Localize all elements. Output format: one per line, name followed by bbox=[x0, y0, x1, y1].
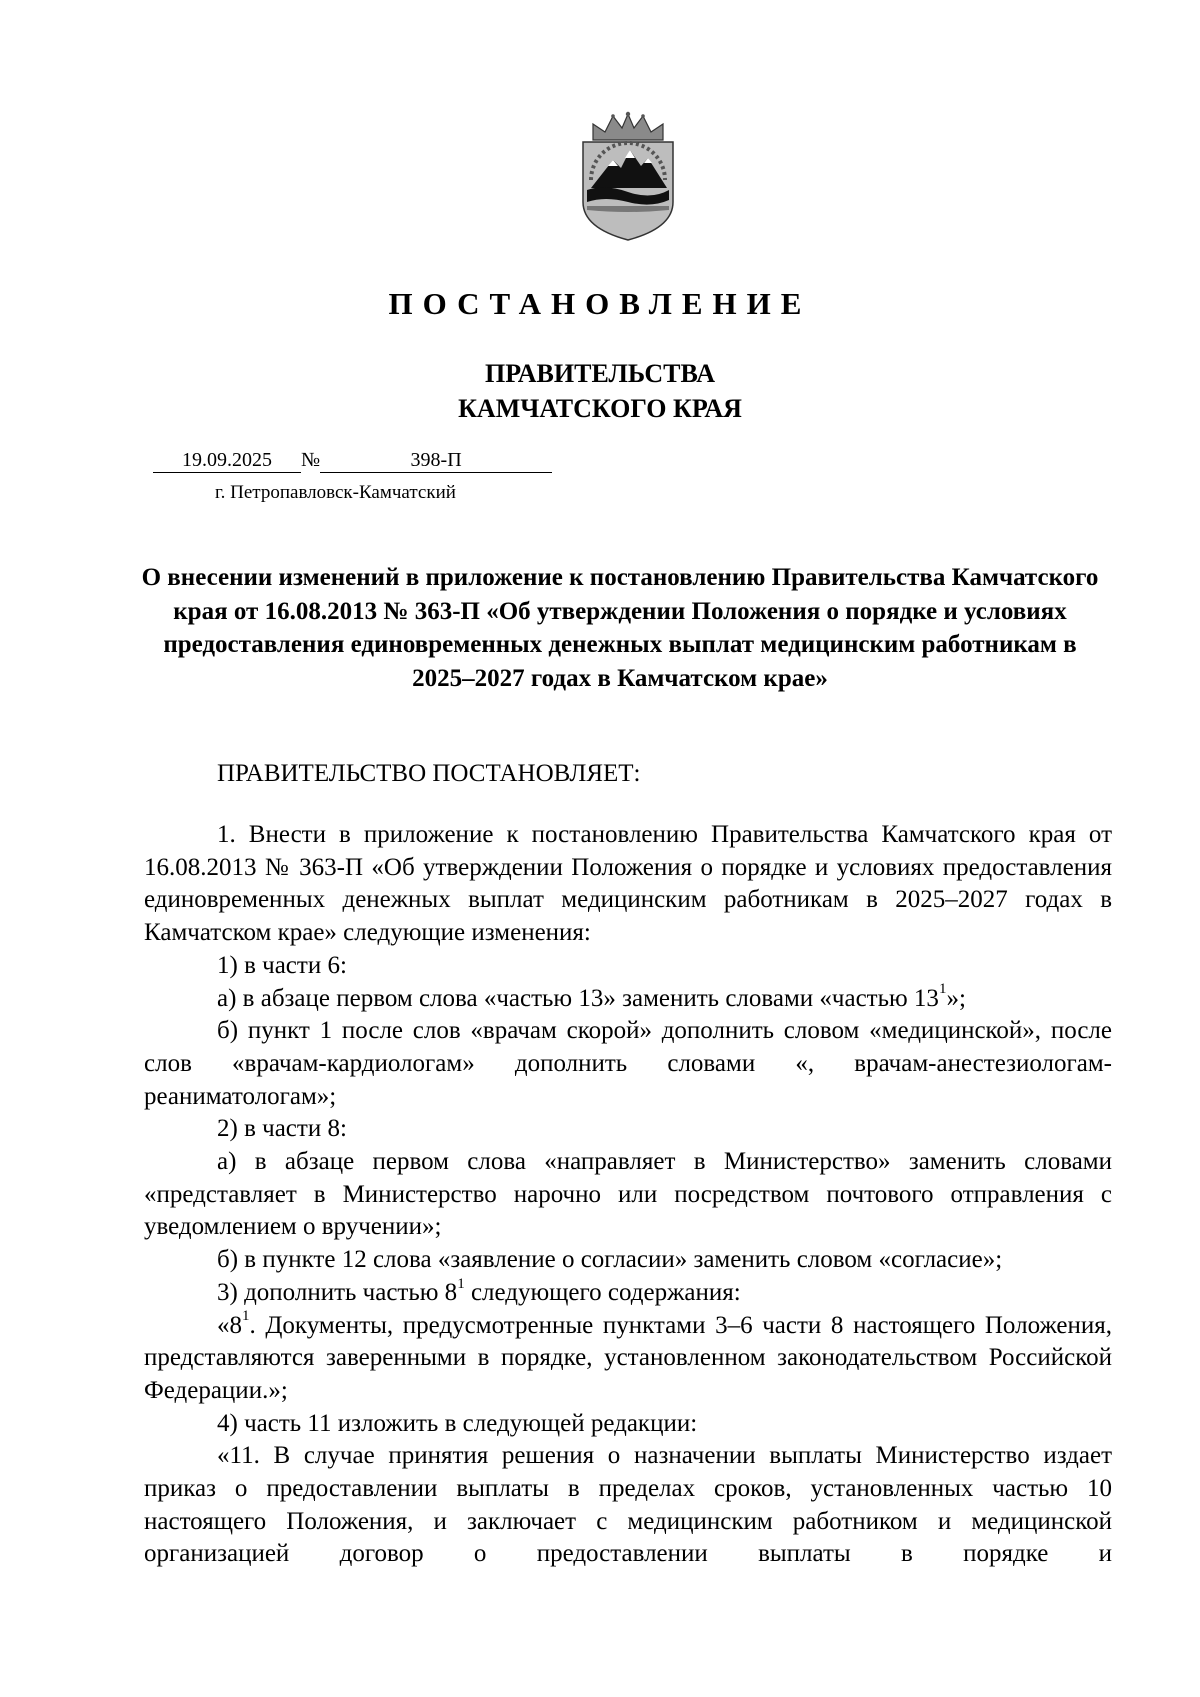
superscript: 1 bbox=[457, 1275, 465, 1292]
paragraph-5: 2) в части 8: bbox=[217, 1115, 347, 1143]
paragraph-3 bbox=[144, 983, 1112, 1016]
paragraph-7: б) в пункте 12 слова «заявление о согласии» заменить словом «согласие»; bbox=[217, 1246, 1003, 1274]
paragraph-10: 4) часть 11 изложить в следующей редакции: bbox=[217, 1409, 698, 1437]
document-number: 398-П bbox=[320, 448, 552, 473]
document-type-heading: ПОСТАНОВЛЕНИЕ bbox=[388, 286, 812, 321]
paragraph-8-text: 3) дополнить частью 8 bbox=[217, 1278, 458, 1306]
paragraph-9-tail: . Документы, предусмотренные пунктами 3–6 части 8 настоящего Положения, представляются заверенными в порядке, установленном законодательством Российской Федерации.»; bbox=[144, 1311, 1112, 1404]
paragraph-8-tail: следующего содержания: bbox=[464, 1278, 741, 1306]
issuer-heading bbox=[0, 356, 1200, 426]
issuer-line-1: ПРАВИТЕЛЬСТВА bbox=[485, 359, 715, 388]
document-subject: О внесении изменений в приложение к постановлению Правительства Камчатского края от 16.08.2013 № 363-П «Об утверждении Положения о порядке и условиях предоставления единовременных денежных выплат медицинским работникам в 2025–2027 годах в Камчатском крае» bbox=[141, 564, 1099, 692]
paragraph-4: б) пункт 1 после слов «врачам скорой» дополнить словом «медицинской», после слов «врачам-кардиологам» дополнить словами «, врачам-анестезиологам-реаниматологам»; bbox=[144, 1017, 1112, 1110]
city-line: г. Петропавловск-Камчатский bbox=[215, 482, 456, 503]
document-body bbox=[144, 819, 1112, 1571]
paragraph-8 bbox=[144, 1277, 1112, 1310]
document-date: 19.09.2025 bbox=[153, 448, 301, 473]
decree-statement: ПРАВИТЕЛЬСТВО ПОСТАНОВЛЯЕТ: bbox=[217, 760, 641, 787]
date-number-line bbox=[153, 448, 552, 473]
paragraph-9 bbox=[144, 1310, 1112, 1408]
paragraph-1: 1. Внести в приложение к постановлению Правительства Камчатского края от 16.08.2013 № 363-П «Об утверждении Положения о порядке и условиях предоставления единовременных денежных выплат медицинским работникам в 2025–2027 годах в Камчатском крае» следующие изменения: bbox=[144, 821, 1112, 947]
superscript: 1 bbox=[242, 1308, 250, 1325]
paragraph-11: «11. В случае принятия решения о назначении выплаты Министерство издает приказ о предоставлении выплаты в пределах сроков, установленных частью 10 настоящего Положения, и заключает с медицинским работником и медицинской организацией договор о предоставлении выплаты в порядке и bbox=[144, 1442, 1112, 1568]
issuer-line-2: КАМЧАТСКОГО КРАЯ bbox=[458, 394, 742, 423]
paragraph-3-tail: »; bbox=[946, 984, 966, 1012]
paragraph-6: а) в абзаце первом слова «направляет в Министерство» заменить словами «представляет в Министерство нарочно или посредством почтового отправления с уведомлением о вручении»; bbox=[144, 1148, 1112, 1241]
kamchatka-coat-of-arms-icon bbox=[575, 110, 681, 242]
paragraph-3-text: а) в абзаце первом слова «частью 13» заменить словами «частью 13 bbox=[217, 984, 939, 1012]
paragraph-2: 1) в части 6: bbox=[217, 951, 347, 979]
superscript: 1 bbox=[938, 981, 947, 998]
paragraph-9-text: «8 bbox=[217, 1311, 242, 1339]
number-sign: № bbox=[301, 449, 321, 471]
